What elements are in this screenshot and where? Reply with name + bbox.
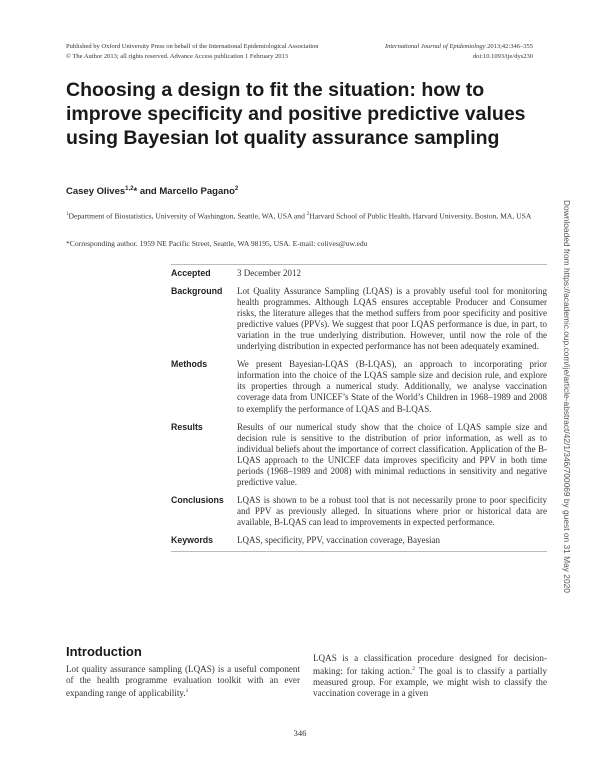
abstract-label: Methods [171,359,208,370]
affil-text: Harvard School of Public Health, Harvard University, Boston, MA, USA [309,211,532,221]
abstract-row [171,495,547,528]
author-affil-sup: 1,2 [125,186,134,192]
author-list [66,186,238,197]
section-heading: Introduction [66,644,142,659]
copyright-line: © The Author 2013; all rights reserved. Advance Access publication 1 February 2013 [66,52,288,60]
page-number: 346 [293,728,307,738]
abstract-text: Lot Quality Assurance Sampling (LQAS) is a provably useful tool for monitoring health programmes. Although LQAS ensures acceptable Producer and Consumer risks, the literature alleges that the method suffers from poor specificity and positive predictive values (PPVs). We suggest that poor LQAS performance is due, in part, to variation in the true underlying distribution. However, until now the role of the underlying distribution in expected performance has not been adequately examined. [237,286,547,352]
affil-sup: 1 [66,212,69,217]
body-text: The goal is to classify a partially measured group. For example, we might wish to classify the vaccination coverage in a given [313,666,547,699]
doi-line: doi:10.1093/ije/dys230 [472,52,533,60]
article-title: Choosing a design to fit the situation: how to improve specificity and positive predictive values using Bayesian lot quality assurance sampling [66,79,526,149]
abstract-row [171,535,547,546]
corresponding-author: *Corresponding author. 1959 NE Pacific Street, Seattle, WA 98195, USA. E-mail: colives@uw.edu [66,239,368,248]
abstract-label: Conclusions [171,494,224,505]
journal-citation [385,42,533,61]
abstract-label: Results [171,421,203,432]
ref-sup: 1 [185,688,189,695]
abstract-text: LQAS is shown to be a robust tool that is not necessarily prone to poor specificity and PPV as previously alleged. In situations where prior or historical data are available, B-LQAS can lead to improvements in expected performance. [237,494,547,527]
abstract-row [171,359,547,414]
author-name: Marcello Pagano [159,186,235,198]
intro-column-right [313,653,547,699]
body-text: LQAS is a classification procedure designed for decision-making: for taking action. [313,653,547,677]
abstract-text: LQAS, specificity, PPV, vaccination coverage, Bayesian [237,534,440,545]
publisher-line: Published by Oxford University Press on behalf of the International Epidemiological Association [66,43,319,50]
affil-sup: 2 [306,212,310,217]
affiliations [66,209,536,222]
body-text: Lot quality assurance sampling (LQAS) is a useful component of the health programme evaluation toolkit with an ever expanding range of applicability. [66,664,300,699]
abstract-label: Background [171,286,223,297]
author-name: Casey Olives [66,186,126,198]
intro-column-left [66,664,300,699]
abstract-row [171,422,547,488]
abstract-text: Results of our numerical study show that the choice of LQAS sample size and decision rule is sensitive to the distribution of prior information, as well as to individual beliefs about the importance of correct classification. Application of the B-LQAS approach to the UNICEF data improves specificity and PPV in both time periods (1968–1989 and 2008) with minimal reductions in sensitivity and negative predictive value. [237,421,547,487]
abstract-box [171,264,547,552]
download-watermark: Downloaded from https://academic.oup.com/ije/article-abstract/42/1/346/700069 by guest on 31 May 2020 [562,200,572,593]
author-affil-sup: 2 [234,186,239,192]
abstract-label: Keywords [171,534,214,545]
ref-sup: 2 [412,666,415,673]
abstract-row [171,268,547,279]
affil-text: Department of Biostatistics, University of Washington, Seattle, WA, USA and [68,211,307,221]
abstract-label: Accepted [171,268,211,278]
publisher-notice [66,42,319,61]
citation-volume: 2013;42:346–355 [485,43,533,50]
author-and: and [137,186,160,198]
journal-name: International Journal of Epidemiology [384,43,486,50]
corresponding-star: * [133,186,138,198]
abstract-text: We present Bayesian-LQAS (B-LQAS), an approach to incorporating prior information into the choice of the LQAS sample size and decision rule, and explore its properties through a numerical study. Additionally, we analyse vaccination coverage data from UNICEF’s State of the World’s Children in 1968–1989 and 2008 to exemplify the performance of LQAS and B-LQAS. [237,359,547,414]
abstract-text: 3 December 2012 [237,268,301,278]
abstract-row [171,286,547,352]
